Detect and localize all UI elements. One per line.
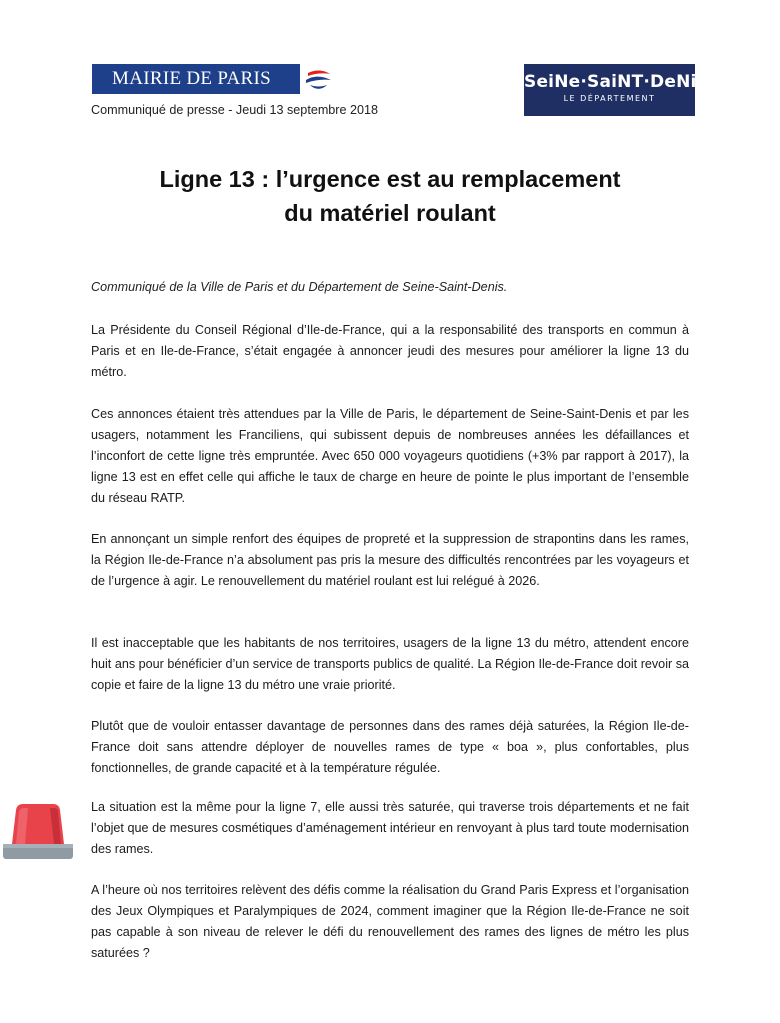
paragraph-5: Plutôt que de vouloir entasser davantage de personnes dans des rames déjà saturées, la Région Ile-de-France doit sans attendre déployer de nouvelles rames de type « boa », plus confortables, plus fonctionnelles, de grande capacité et à la température régulée. <box>91 719 689 775</box>
intro-line: Communiqué de la Ville de Paris et du Département de Seine-Saint-Denis. <box>91 280 508 294</box>
paragraph-1: La Présidente du Conseil Régional d’Ile-de-France, qui a la responsabilité des transports en commun à Paris et en Ile-de-France, s’était engagée à annoncer jeudi des mesures pour améliorer la ligne 13 du métro. <box>91 323 689 379</box>
mairie-de-paris-logo-text: MAIRIE DE PARIS <box>112 68 271 89</box>
paragraph-6: La situation est la même pour la ligne 7, elle aussi très saturée, qui traverse trois départements et ne fait l’objet que de mesures cosmétiques d’aménagement intérieur en renvoyant à plus tard toute modernisation des rames. <box>91 800 689 856</box>
page-title-line-2: du matériel roulant <box>284 200 496 226</box>
paragraph-4: Il est inacceptable que les habitants de nos territoires, usagers de la ligne 13 du métro, attendent encore huit ans pour bénéficier d’un service de transports publics de qualité. La Région Ile-de-France doit revoir sa copie et faire de la ligne 13 du métro une vraie priorité. <box>91 636 689 692</box>
mairie-de-paris-logo <box>92 64 336 94</box>
rotating-light-icon <box>2 802 74 860</box>
paragraph-7: A l’heure où nos territoires relèvent des défis comme la réalisation du Grand Paris Express et l’organisation des Jeux Olympiques et Paralympiques de 2024, comment imaginer que la Région Ile-de-France ne soit pas capable à son niveau de relever le défi du renouvellement des rames des lignes de métro les plus saturées ? <box>91 883 689 960</box>
seine-saint-denis-logo-brand: SeiNe·SaiNT·DeNiS <box>524 72 709 92</box>
page-title-line-1: Ligne 13 : l’urgence est au remplacement <box>159 166 621 192</box>
page-title <box>90 162 690 230</box>
press-release-dateline: Communiqué de presse - Jeudi 13 septembre 2018 <box>91 103 379 117</box>
paragraph-2: Ces annonces étaient très attendues par la Ville de Paris, le département de Seine-Saint-Denis et par les usagers, notamment les Franciliens, qui subissent depuis de nombreuses années les défaillances et l’inconfort de cette ligne très empruntée. Avec 650 000 voyageurs quotidiens (+3% par rapport à 2017), la ligne 13 est en effet celle qui affiche le taux de charge en heure de pointe le plus important de l’ensemble du réseau RATP. <box>91 407 689 505</box>
seine-saint-denis-logo <box>524 64 709 116</box>
paragraph-3: En annonçant un simple renfort des équipes de propreté et la suppression de strapontins dans les rames, la Région Ile-de-France n’a absolument pas pris la mesure des difficultés rencontrées par les voyageurs et de l’urgence à agir. Le renouvellement du matériel roulant est lui relégué à 2026. <box>91 532 689 588</box>
seine-saint-denis-logo-subtitle: LE DÉPARTEMENT <box>563 94 656 103</box>
paris-ship-icon <box>300 64 336 94</box>
